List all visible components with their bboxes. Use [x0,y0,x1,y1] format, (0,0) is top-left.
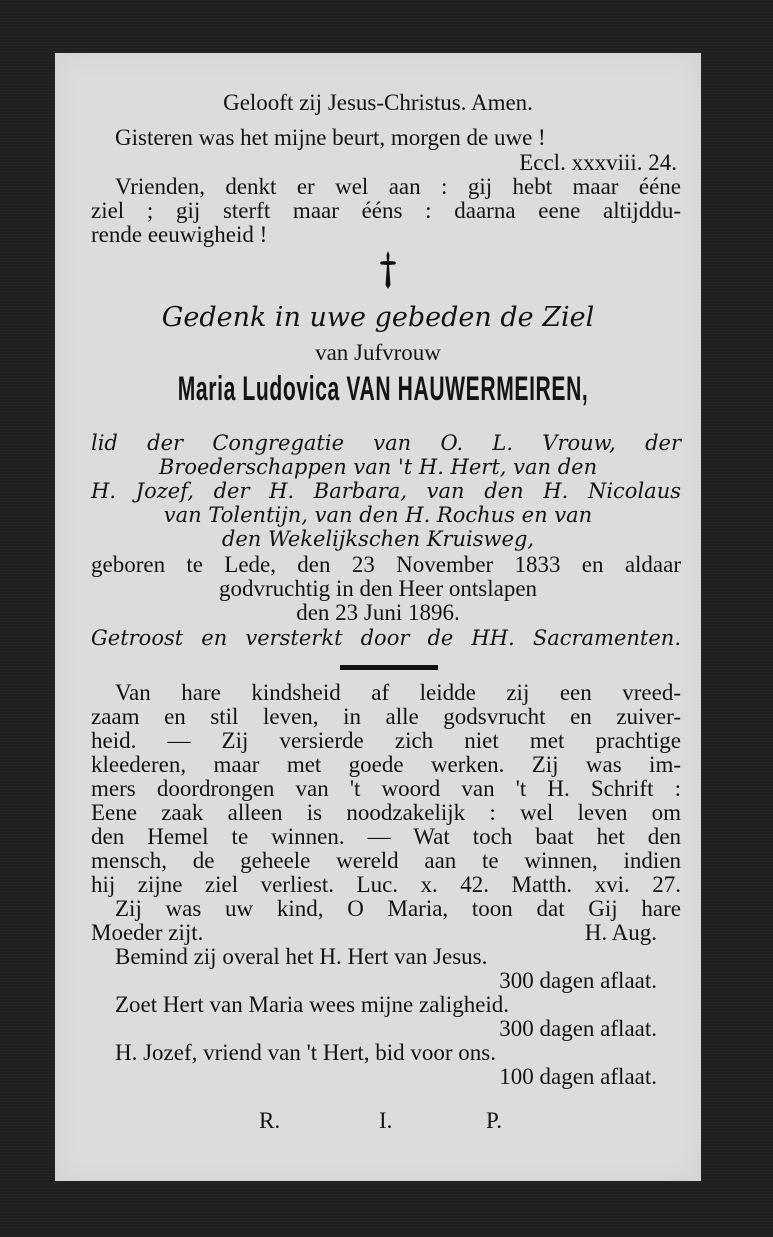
membership-line: H. Jozef, der H. Barbara, van den H. Nicolaus [91,479,681,503]
body-line: mensch, de geheele wereld aan te winnen, indien [91,848,681,873]
remember-heading: Gedenk in uwe gebeden de Ziel [161,302,595,333]
body-line: mers doordrongen van 't woord van 't H. Schrift : [91,776,681,801]
rip-letter: I. [379,1108,393,1133]
body-line: Van hare kindsheid af leidde zij een vreed- [115,680,681,705]
membership-line: van Tolentijn, van den H. Rochus en van [163,503,593,527]
birth-line: geboren te Lede, den 23 November 1833 en aldaar [91,552,681,577]
deceased-name-wrap [55,370,701,417]
body-line: den Hemel te winnen. — Wat toch baat het den [91,824,681,849]
header-line: ziel ; gij sterft maar ééns : daarna eene altijddu- [91,198,681,223]
body-line: kleederen, maar met goede werken. Zij was im- [91,752,681,777]
memorial-card [55,53,701,1181]
sacraments-line: Getroost en versterkt door de HH. Sacramenten. [91,626,681,650]
scripture-reference: Eccl. xxxviii. 24. [519,150,677,175]
cross-icon [380,251,396,289]
body-line: Moeder zijt. [91,920,204,945]
death-date: den 23 Juni 1896. [296,600,460,625]
rip-letter: R. [259,1108,281,1133]
membership-line: den Wekelijkschen Kruisweg, [221,527,535,551]
prayer-line: Bemind zij overal het H. Hert van Jesus. [115,944,488,969]
membership-line: lid der Congregatie van O. L. Vrouw, der [91,431,681,455]
body-line: heid. — Zij versierde zich niet met prachtige [91,728,681,753]
prayer-line: H. Jozef, vriend van 't Hert, bid voor ons. [115,1040,497,1065]
body-line: hij zijne ziel verliest. Luc. x. 42. Matth. xvi. 27. [91,872,681,897]
indulgence-line: 300 dagen aflaat. [499,1016,657,1041]
indulgence-line: 300 dagen aflaat. [499,968,657,993]
rip-letter: P. [486,1108,502,1133]
header-line: Vrienden, denkt er wel aan : gij hebt maar ééne [115,174,681,199]
body-line: Eene zaak alleen is noodzakelijk : wel leven om [91,800,681,825]
death-line: godvruchtig in den Heer ontslapen [218,576,538,601]
prayer-line: Zoet Hert van Maria wees mijne zaligheid. [115,992,510,1017]
attribution: H. Aug. [584,920,657,945]
deceased-name: Maria Ludovica VAN HAUWERMEIREN, [177,370,589,408]
body-line: zaam en stil leven, in alle godsvrucht en zuiver- [91,704,681,729]
indulgence-line: 100 dagen aflaat. [499,1064,657,1089]
membership-line: Broederschappen van 't H. Hert, van den [158,455,598,479]
divider-rule [340,665,438,670]
body-line: Zij was uw kind, O Maria, toon dat Gij hare [115,896,681,921]
header-line: rende eeuwigheid ! [91,222,268,247]
header-line: Gelooft zij Jesus-Christus. Amen. [223,90,533,115]
header-line: Gisteren was het mijne beurt, morgen de uwe ! [115,125,546,150]
title-line: van Jufvrouw [315,340,441,365]
